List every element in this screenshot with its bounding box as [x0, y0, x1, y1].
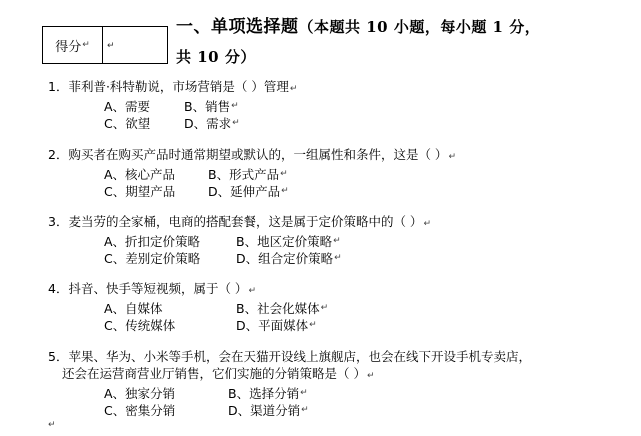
question-stem: 苹果、华为、小米等手机，会在天猫开设线上旗舰店，也会在线下开设手机专卖店， [68, 349, 531, 364]
option-a: A、需要 [104, 99, 151, 114]
section-heading [176, 12, 631, 72]
options [48, 233, 431, 267]
paragraph-mark-icon: ↵ [423, 219, 431, 229]
option-d: D、延伸产品 [208, 184, 281, 199]
paragraph-mark-icon: ↵ [366, 371, 375, 381]
option-c: C、期望产品 [104, 184, 176, 199]
option-d: D、平面媒体 [236, 318, 309, 333]
options [48, 385, 531, 419]
option-d: D、组合定价策略 [236, 251, 334, 266]
paragraph-mark-icon: ↵ [333, 236, 341, 246]
option-b: B、选择分销 [228, 386, 300, 401]
option-c: C、差别定价策略 [104, 251, 201, 266]
question-1 [48, 78, 297, 132]
score-label-cell [43, 27, 103, 63]
question-3 [48, 213, 431, 267]
paragraph-mark-icon: ↵ [334, 253, 342, 263]
option-a: A、折扣定价策略 [104, 234, 201, 249]
option-b: B、销售 [184, 99, 231, 114]
option-d: D、需求 [184, 116, 232, 131]
option-c: C、密集分销 [104, 403, 176, 418]
options [48, 98, 297, 132]
question-4 [48, 280, 328, 334]
paragraph-mark-icon: ↵ [82, 40, 90, 50]
question-stem: 购买者在购买产品时通常期望或默认的，一组属性和条件，这是（ ） [68, 147, 448, 162]
option-a: A、核心产品 [104, 167, 176, 182]
question-5 [48, 348, 531, 419]
option-a: A、自媒体 [104, 301, 163, 316]
option-b: B、形式产品 [208, 167, 280, 182]
option-a: A、独家分销 [104, 386, 176, 401]
question-stem: 菲利普·科特勒说，市场营销是（ ）管理 [68, 79, 289, 94]
question-number: 4． [48, 281, 69, 296]
paragraph-mark-icon: ↵ [248, 286, 256, 296]
paragraph-mark-icon: ↵ [309, 320, 317, 330]
paragraph-mark-icon: ↵ [231, 101, 239, 111]
option-b: B、地区定价策略 [236, 234, 333, 249]
option-c: C、传统媒体 [104, 318, 176, 333]
paragraph-mark-icon: ↵ [289, 84, 298, 94]
option-d: D、渠道分销 [228, 403, 301, 418]
paragraph-mark-icon: ↵ [301, 405, 309, 415]
paragraph-mark-icon: ↵ [107, 41, 115, 51]
question-stem-continued: 还会在运营商营业厅销售，它们实施的分销策略是（ ） [62, 366, 366, 381]
section-note-line2: 共 10 分） [176, 48, 256, 66]
paragraph-mark-icon: ↵ [232, 118, 240, 128]
options [48, 166, 456, 200]
paragraph-mark-icon: ↵ [48, 420, 56, 430]
score-value-cell[interactable] [103, 27, 167, 63]
score-label: 得分 [55, 39, 82, 55]
question-2 [48, 146, 456, 200]
option-c: C、欲望 [104, 116, 151, 131]
paragraph-mark-icon: ↵ [320, 303, 329, 313]
section-title: 一、单项选择题 [176, 17, 299, 37]
paragraph-mark-icon: ↵ [300, 388, 308, 398]
option-b: B、社会化媒体 [236, 301, 320, 316]
question-number: 3． [48, 214, 69, 229]
question-stem: 麦当劳的全家桶，电商的搭配套餐，这是属于定价策略中的（ ） [68, 214, 423, 229]
options [48, 300, 328, 334]
score-box [42, 26, 168, 64]
paragraph-mark-icon: ↵ [448, 152, 456, 162]
question-number: 5． [48, 349, 69, 364]
paragraph-mark-icon: ↵ [280, 169, 288, 179]
question-number: 1． [48, 79, 69, 94]
paragraph-mark-icon: ↵ [281, 186, 289, 196]
question-number: 2． [48, 147, 69, 162]
section-note: （本题共 10 小题，每小题 1 分， [298, 18, 541, 36]
question-stem: 抖音、快手等短视频，属于（ ） [68, 281, 248, 296]
